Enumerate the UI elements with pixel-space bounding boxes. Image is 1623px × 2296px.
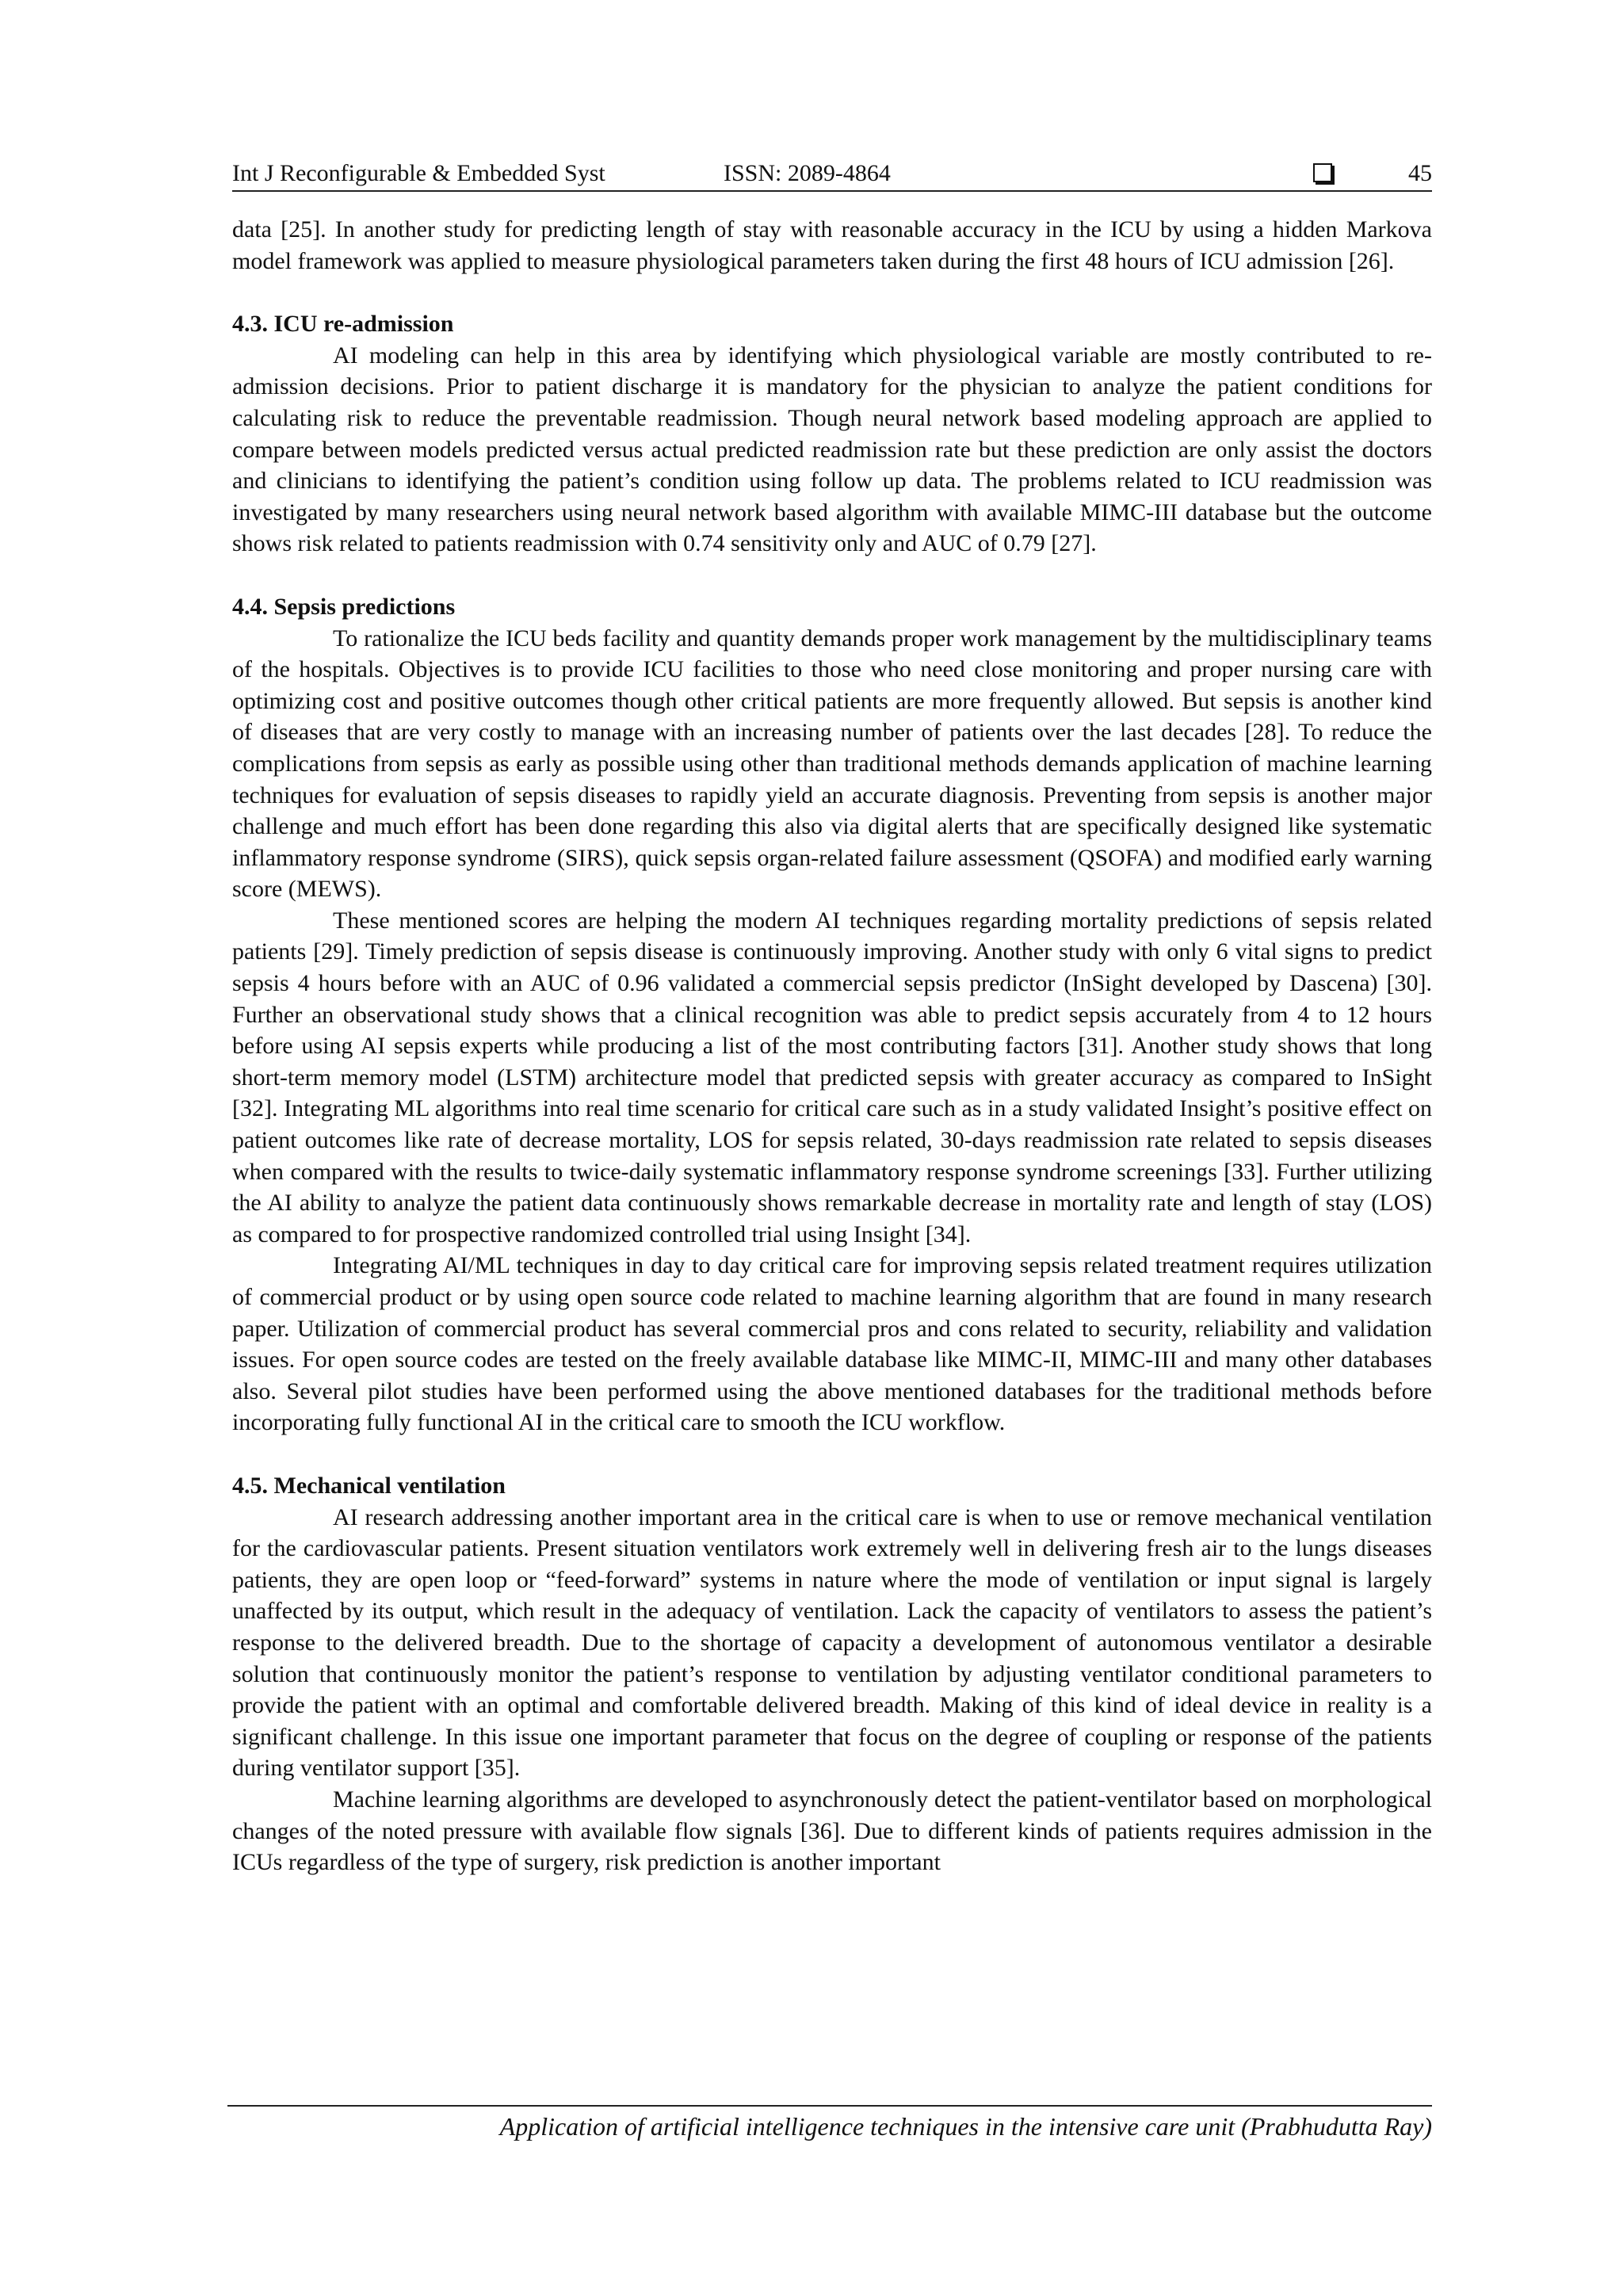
page-footer [227, 2105, 1432, 2143]
section-heading: 4.4. Sepsis predictions [232, 593, 456, 620]
paragraph: Machine learning algorithms are developed to asynchronously detect the patient-ventilator based on morphological changes of the noted pressure with available flow signals [36]. Due to different kinds of patients requires admission in the ICUs regardless of the type of surgery, risk prediction is another important [232, 1786, 1432, 1876]
paragraph: To rationalize the ICU beds facility and quantity demands proper work management by the multidisciplinary teams of the hospitals. Objectives is to provide ICU facilities to those who need close monitoring and proper nursing care with optimizing cost and positive outcomes though other critical patients are more frequently allowed. But sepsis is another kind of diseases that are very costly to manage with an increasing number of patients over the last decades [28]. To reduce the complications from sepsis as early as possible using other than traditional methods demands application of machine learning techniques for evaluation of sepsis diseases to rapidly yield an accurate diagnosis. Preventing from sepsis is another major challenge and much effort has been done regarding this also via digital alerts that are specifically designed like systematic inflammatory response syndrome (SIRS), quick sepsis organ-related failure assessment (QSOFA) and modified early warning score (MEWS). [232, 625, 1432, 903]
page-header [232, 157, 1432, 192]
paragraph: AI modeling can help in this area by identifying which physiological variable are mostly contributed to re-admission decisions. Prior to patient discharge it is mandatory for the physician to analyze the patient conditions for calculating risk to reduce the preventable readmission. Though neural network based modeling approach are applied to compare between models predicted versus actual predicted readmission rate but these prediction are only assist the doctors and clinicians to identifying the patient’s condition using follow up data. The problems related to ICU readmission was investigated by many researchers using neural network based algorithm with available MIMC-III database but the outcome shows risk related to patients readmission with 0.74 sensitivity only and AUC of 0.79 [27]. [232, 342, 1432, 557]
page-number: 45 [1408, 160, 1432, 186]
issn: ISSN: 2089-4864 [724, 160, 891, 186]
paragraph: AI research addressing another important area in the critical care is when to use or remove mechanical ventilation for the cardiovascular patients. Present situation ventilators work extremely well in delivering fresh air to the lungs diseases patients, they are open loop or “feed-forward” systems in nature where the mode of ventilation or input signal is largely unaffected by its output, which result in the adequacy of ventilation. Lack the capacity of ventilators to assess the patient’s response to the delivered breadth. Due to the shortage of capacity a development of autonomous ventilator a desirable solution that continuously monitor the patient’s response to ventilation by adjusting ventilator conditional parameters to provide the patient with an optimal and comfortable delivered breadth. Making of this kind of ideal device in reality is a significant challenge. In this issue one important parameter that focus on the degree of coupling or response of the patients during ventilator support [35]. [232, 1503, 1432, 1782]
section-heading: 4.5. Mechanical ventilation [232, 1472, 506, 1499]
section-heading: 4.3. ICU re-admission [232, 311, 454, 338]
running-title: Application of artificial intelligence techniques in the intensive care unit (Prabhudutta Ray) [499, 2112, 1432, 2141]
journal-name: Int J Reconfigurable & Embedded Syst [232, 160, 605, 186]
paragraph: These mentioned scores are helping the modern AI techniques regarding mortality predictions of sepsis related patients [29]. Timely prediction of sepsis disease is continuously improving. Another study with only 6 vital signs to predict sepsis 4 hours before with an AUC of 0.96 validated a commercial sepsis predictor (InSight developed by Dascena) [30]. Further an observational study shows that a clinical recognition was able to predict sepsis accurately from 4 to 12 hours before using AI sepsis experts while producing a list of the most contributing factors [31]. Another study shows that long short-term memory model (LSTM) architecture model that predicted sepsis with greater accuracy as compared to InSight [32]. Integrating ML algorithms into real time scenario for critical care such as in a study validated Insight’s positive effect on patient outcomes like rate of decrease mortality, LOS for sepsis related, 30-days readmission rate related to sepsis diseases when compared with the results to twice-daily systematic inflammatory response syndrome screenings [33]. Further utilizing the AI ability to analyze the patient data continuously shows remarkable decrease in mortality rate and length of stay (LOS) as compared to for prospective randomized controlled trial using Insight [34]. [232, 907, 1432, 1247]
square-bullet-icon [1313, 163, 1332, 182]
paragraph: data [25]. In another study for predicting length of stay with reasonable accuracy in the ICU by using a hidden Markova model framework was applied to measure physiological parameters taken during the first 48 hours of ICU admission [26]. [232, 216, 1432, 274]
article-body [232, 214, 1432, 1878]
paragraph: Integrating AI/ML techniques in day to day critical care for improving sepsis related treatment requires utilization of commercial product or by using open source code related to machine learning algorithm that are found in many research paper. Utilization of commercial product has several commercial pros and cons related to security, reliability and validation issues. For open source codes are tested on the freely available database like MIMC-II, MIMC-III and many other databases also. Several pilot studies have been performed using the above mentioned databases for the traditional methods before incorporating fully functional AI in the critical care to smooth the ICU workflow. [232, 1252, 1432, 1436]
